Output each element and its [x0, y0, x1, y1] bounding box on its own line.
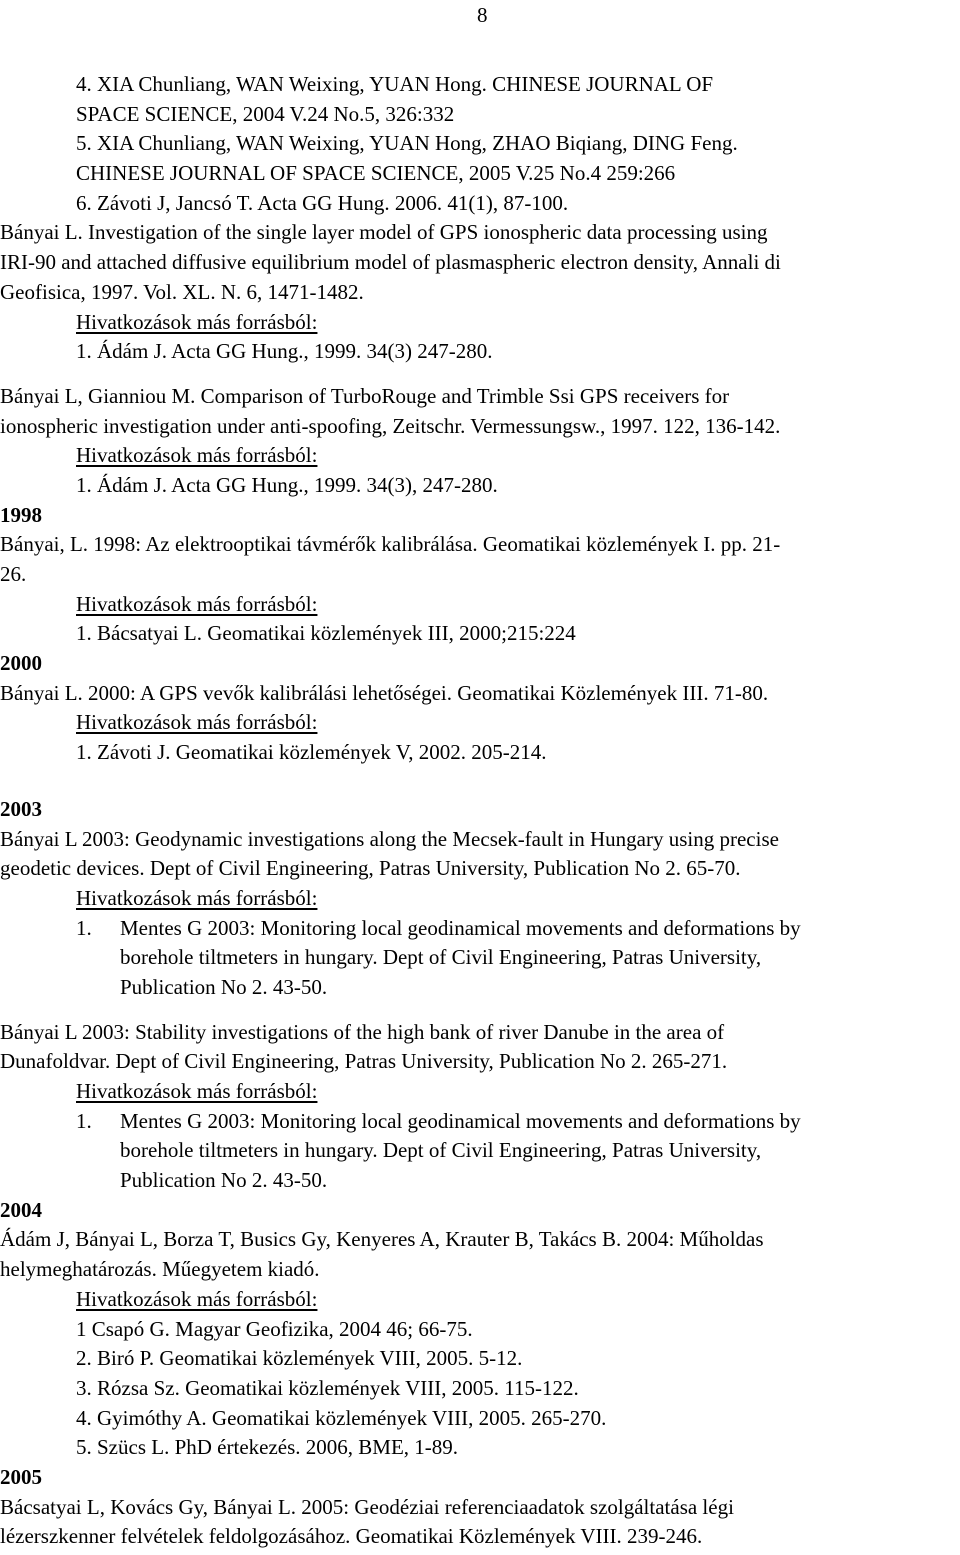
publication-line: helymeghatározás. Műegyetem kiadó.	[0, 1257, 320, 1282]
citation-line: 1. Ádám J. Acta GG Hung., 1999. 34(3), 247-280.	[76, 472, 498, 497]
year-heading: 2005	[0, 1464, 42, 1489]
citation-line: 3. Rózsa Sz. Geomatikai közlemények VIII, 2005. 115-122.	[76, 1375, 579, 1400]
citation-line: CHINESE JOURNAL OF SPACE SCIENCE, 2005 V.25 No.4 259:266	[76, 161, 676, 186]
citation-line: 1 Csapó G. Magyar Geofizika, 2004 46; 66-75.	[76, 1316, 473, 1341]
citation-text: Mentes G 2003: Monitoring local geodinamical movements and deformations by	[120, 915, 801, 940]
publication-line: 26.	[0, 562, 27, 586]
citation-line: SPACE SCIENCE, 2004 V.24 No.5, 326:332	[76, 101, 455, 126]
citation-line: 4. XIA Chunliang, WAN Weixing, YUAN Hong. CHINESE JOURNAL OF	[76, 72, 714, 96]
references-heading: Hivatkozások más forrásból:	[76, 309, 318, 334]
references-heading: Hivatkozások más forrásból:	[76, 710, 318, 735]
publication-entry	[0, 825, 958, 1003]
citation-text: Mentes G 2003: Monitoring local geodinamical movements and deformations by	[120, 1108, 801, 1133]
citation-line: 5. XIA Chunliang, WAN Weixing, YUAN Hong, ZHAO Biqiang, DING Feng.	[76, 131, 738, 156]
citation-line: 1. Ádám J. Acta GG Hung., 1999. 34(3) 247-280.	[76, 339, 493, 364]
year-heading: 2003	[0, 796, 42, 821]
citation-line: Publication No 2. 43-50.	[120, 974, 328, 999]
publication-line: lézerszkenner felvételek feldolgozásához. Geomatikai Közlemények VIII. 239-246.	[0, 1524, 703, 1549]
publication-line: Bácsatyai L, Kovács Gy, Bányai L. 2005: Geodéziai referenciaadatok szolgáltatása légi	[0, 1494, 734, 1519]
references-heading: Hivatkozások más forrásból:	[76, 443, 318, 468]
publication-line: Bányai L, Gianniou M. Comparison of TurboRouge and Trimble Ssi GPS receivers for	[0, 383, 730, 408]
page-number: 8	[477, 3, 488, 27]
year-heading: 2000	[0, 651, 42, 676]
citation-line: 5. Szücs L. PhD értekezés. 2006, BME, 1-89.	[76, 1435, 459, 1460]
references-heading: Hivatkozások más forrásból:	[76, 1286, 318, 1311]
citation-line: 2. Biró P. Geomatikai közlemények VIII, 2005. 5-12.	[76, 1346, 523, 1371]
publication-line: Bányai L 2003: Geodynamic investigations along the Mecsek-fault in Hungary using precise	[0, 826, 779, 851]
publication-line: Bányai L 2003: Stability investigations of the high bank of river Danube in the area of	[0, 1019, 725, 1044]
citation-line: 6. Závoti J, Jancsó T. Acta GG Hung. 2006. 41(1), 87-100.	[76, 190, 569, 215]
citation-line: 1. Bácsatyai L. Geomatikai közlemények III, 2000;215:224	[76, 621, 576, 646]
publication-line: geodetic devices. Dept of Civil Engineering, Patras University, Publication No 2. 65-70.	[0, 856, 741, 881]
references-heading: Hivatkozások más forrásból:	[76, 885, 318, 910]
publication-entry	[0, 218, 958, 366]
year-heading: 1998	[0, 502, 42, 527]
publication-entry	[0, 382, 958, 501]
publication-entry	[0, 679, 958, 768]
citation-line: 4. Gyimóthy A. Geomatikai közlemények VIII, 2005. 265-270.	[76, 1405, 607, 1430]
references-heading: Hivatkozások más forrásból:	[76, 591, 318, 616]
publication-list	[0, 70, 958, 1552]
citation-number: 1.	[76, 915, 92, 940]
publication-entry	[0, 1018, 958, 1196]
publication-line: Geofisica, 1997. Vol. XL. N. 6, 1471-1482.	[0, 279, 364, 304]
publication-line: ionospheric investigation under anti-spoofing, Zeitschr. Vermessungsw., 1997. 122, 136-142.	[0, 413, 781, 438]
citation-line: borehole tiltmeters in hungary. Dept of Civil Engineering, Patras University,	[120, 1138, 762, 1163]
publication-line: Bányai L. 2000: A GPS vevők kalibrálási lehetőségei. Geomatikai Közlemények III. 71-80.	[0, 680, 769, 705]
publication-line: IRI-90 and attached diffusive equilibrium model of plasmaspheric electron density, Annali di	[0, 250, 781, 275]
publication-entry	[0, 530, 958, 649]
publication-entry	[0, 1225, 958, 1463]
publication-line: Ádám J, Bányai L, Borza T, Busics Gy, Kenyeres A, Krauter B, Takács B. 2004: Műholdas	[0, 1227, 764, 1252]
citation-line	[0, 914, 958, 944]
publication-line: Bányai, L. 1998: Az elektrooptikai távmérők kalibrálása. Geomatikai közlemények I. pp. 21-	[0, 532, 781, 557]
publication-line: Dunafoldvar. Dept of Civil Engineering, Patras University, Publication No 2. 265-271.	[0, 1049, 728, 1074]
citation-number: 1.	[76, 1108, 92, 1133]
citation-line	[0, 1107, 958, 1137]
publication-entry	[0, 1493, 958, 1552]
citation-line: borehole tiltmeters in hungary. Dept of Civil Engineering, Patras University,	[120, 945, 762, 970]
citation-line: Publication No 2. 43-50.	[120, 1168, 328, 1193]
publication-line: Bányai L. Investigation of the single layer model of GPS ionospheric data processing using	[0, 220, 768, 245]
references-heading: Hivatkozások más forrásból:	[76, 1079, 318, 1103]
citation-line: 1. Závoti J. Geomatikai közlemények V, 2002. 205-214.	[76, 740, 547, 765]
year-heading: 2004	[0, 1197, 42, 1222]
top-citation-list	[0, 70, 958, 218]
